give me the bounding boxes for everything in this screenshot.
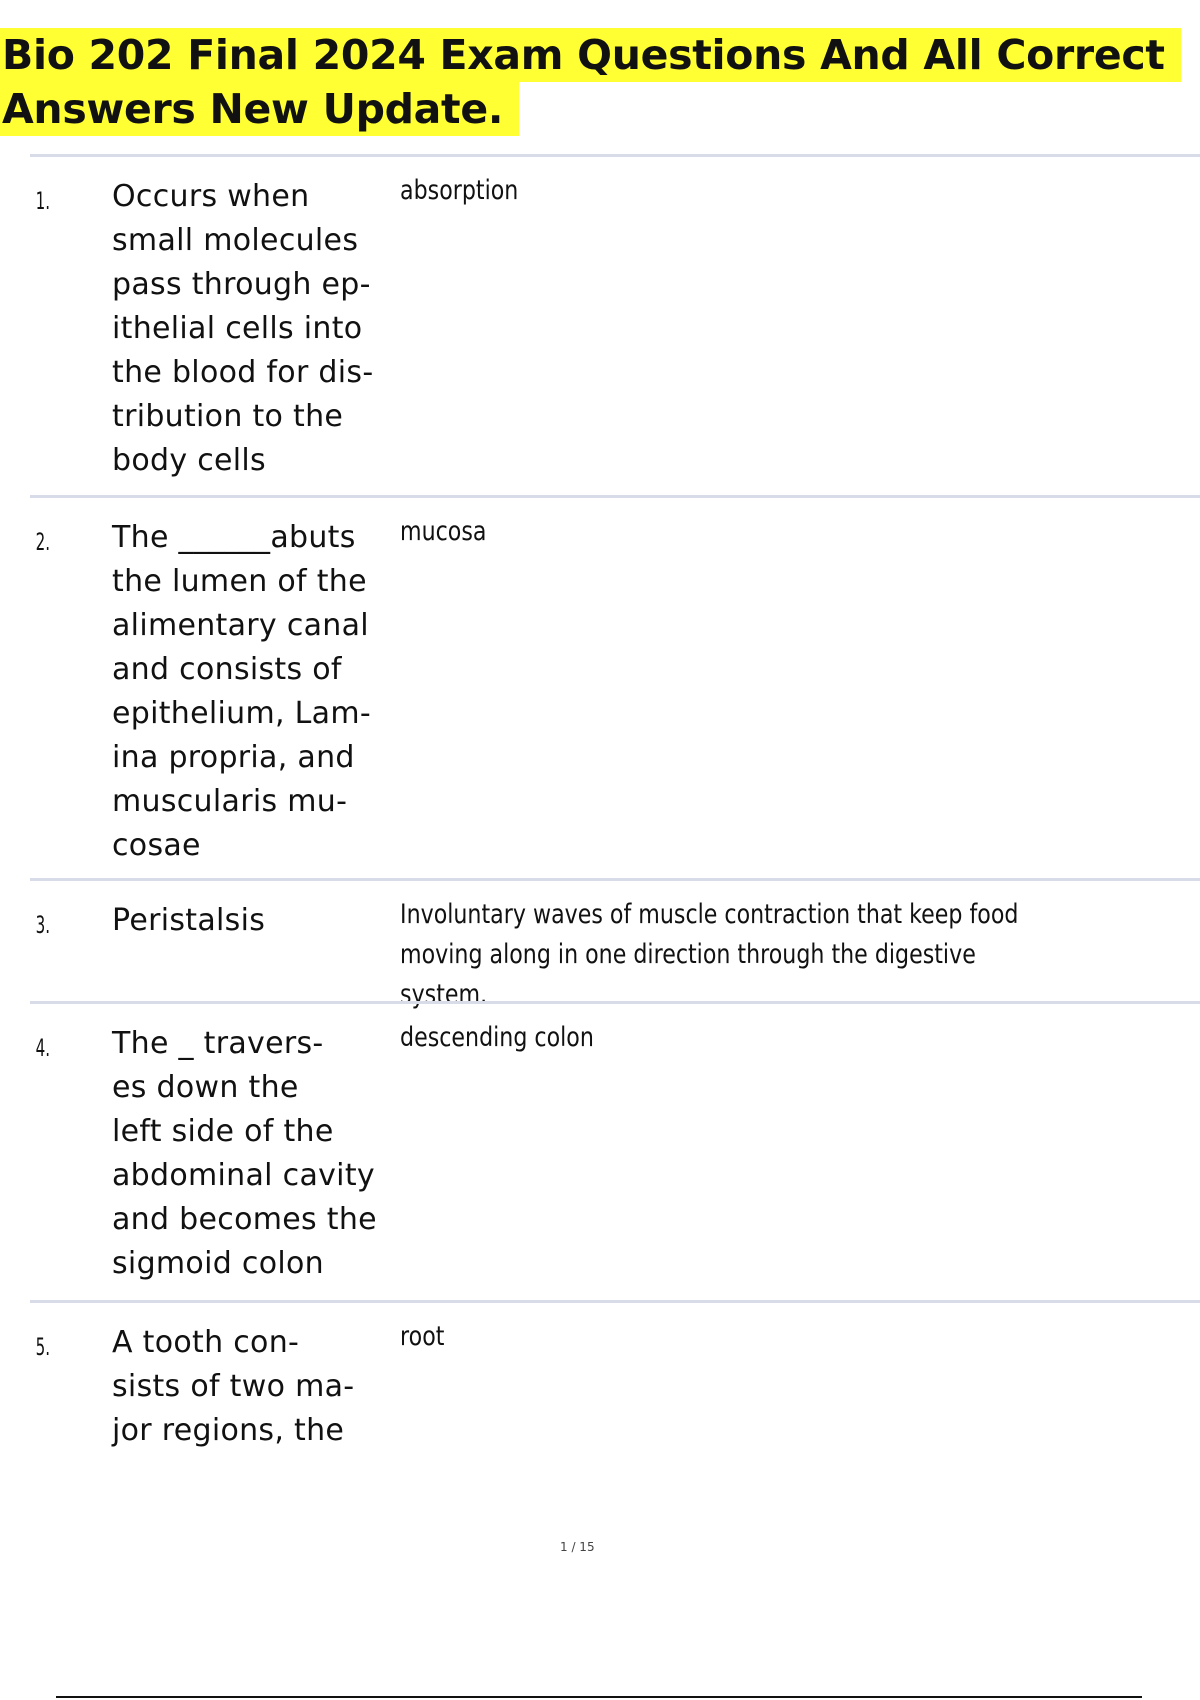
qa-row-2 <box>30 495 1200 878</box>
term-line: the lumen of the <box>112 564 367 599</box>
qa-answer: Involuntary waves of muscle contraction that keep food moving along in one direction through the digestive system. <box>400 899 1019 1010</box>
term-line: and becomes the <box>112 1202 377 1237</box>
title-line-2 <box>0 82 1140 136</box>
qa-term <box>94 157 382 495</box>
qa-row-5 <box>30 1300 1200 1473</box>
page-number: 1 / 15 <box>560 1540 595 1554</box>
qa-row-1 <box>30 154 1200 495</box>
qa-term <box>94 498 382 878</box>
qa-answer: root <box>400 1321 445 1352</box>
term-line: Occurs when <box>112 179 310 214</box>
title-text-line-2: Answers New Update. <box>0 82 519 136</box>
qa-number: 3. <box>35 911 51 939</box>
term-line: ina propria, and <box>112 740 355 775</box>
qa-answer: mucosa <box>400 516 487 547</box>
qa-answer: descending colon <box>400 1022 594 1053</box>
qa-answer: absorption <box>400 175 519 206</box>
term-line: jor regions, the <box>112 1413 345 1448</box>
term-line: alimentary canal <box>112 608 369 643</box>
term-line: tribution to the <box>112 399 344 434</box>
term-line: abdominal cavity <box>112 1158 375 1193</box>
term-line: A tooth con- <box>112 1325 300 1360</box>
term-line: The _ travers- <box>112 1026 324 1061</box>
term-line: small molecules <box>112 223 359 258</box>
term-line: and consists of <box>112 652 342 687</box>
qa-number: 1. <box>35 187 51 215</box>
term-line: left side of the <box>112 1114 334 1149</box>
term-line: the blood for dis- <box>112 355 374 390</box>
qa-row-3 <box>30 878 1200 1010</box>
qa-list <box>30 154 1200 1473</box>
qa-term: Peristalsis <box>112 903 266 938</box>
footer-rule <box>56 1696 1142 1698</box>
term-line: es down the <box>112 1070 299 1105</box>
term-line: sists of two ma- <box>112 1369 355 1404</box>
qa-number: 5. <box>35 1333 51 1361</box>
term-line: pass through ep- <box>112 267 371 302</box>
qa-number: 2. <box>35 528 51 556</box>
qa-number: 4. <box>35 1034 51 1062</box>
qa-term <box>94 1303 382 1473</box>
term-line: The ______abuts <box>112 520 356 555</box>
term-line: body cells <box>112 443 266 478</box>
title-line-1 <box>0 28 1165 82</box>
qa-row-4 <box>30 1001 1200 1300</box>
term-line: epithelium, Lam- <box>112 696 371 731</box>
term-line: muscularis mu- <box>112 784 348 819</box>
term-line: sigmoid colon <box>112 1246 324 1281</box>
title-text-line-1: Bio 202 Final 2024 Exam Questions And All Correct <box>0 28 1181 82</box>
term-line: ithelial cells into <box>112 311 363 346</box>
qa-term <box>94 1004 382 1300</box>
document-title <box>0 28 1165 136</box>
term-line: cosae <box>112 828 201 863</box>
